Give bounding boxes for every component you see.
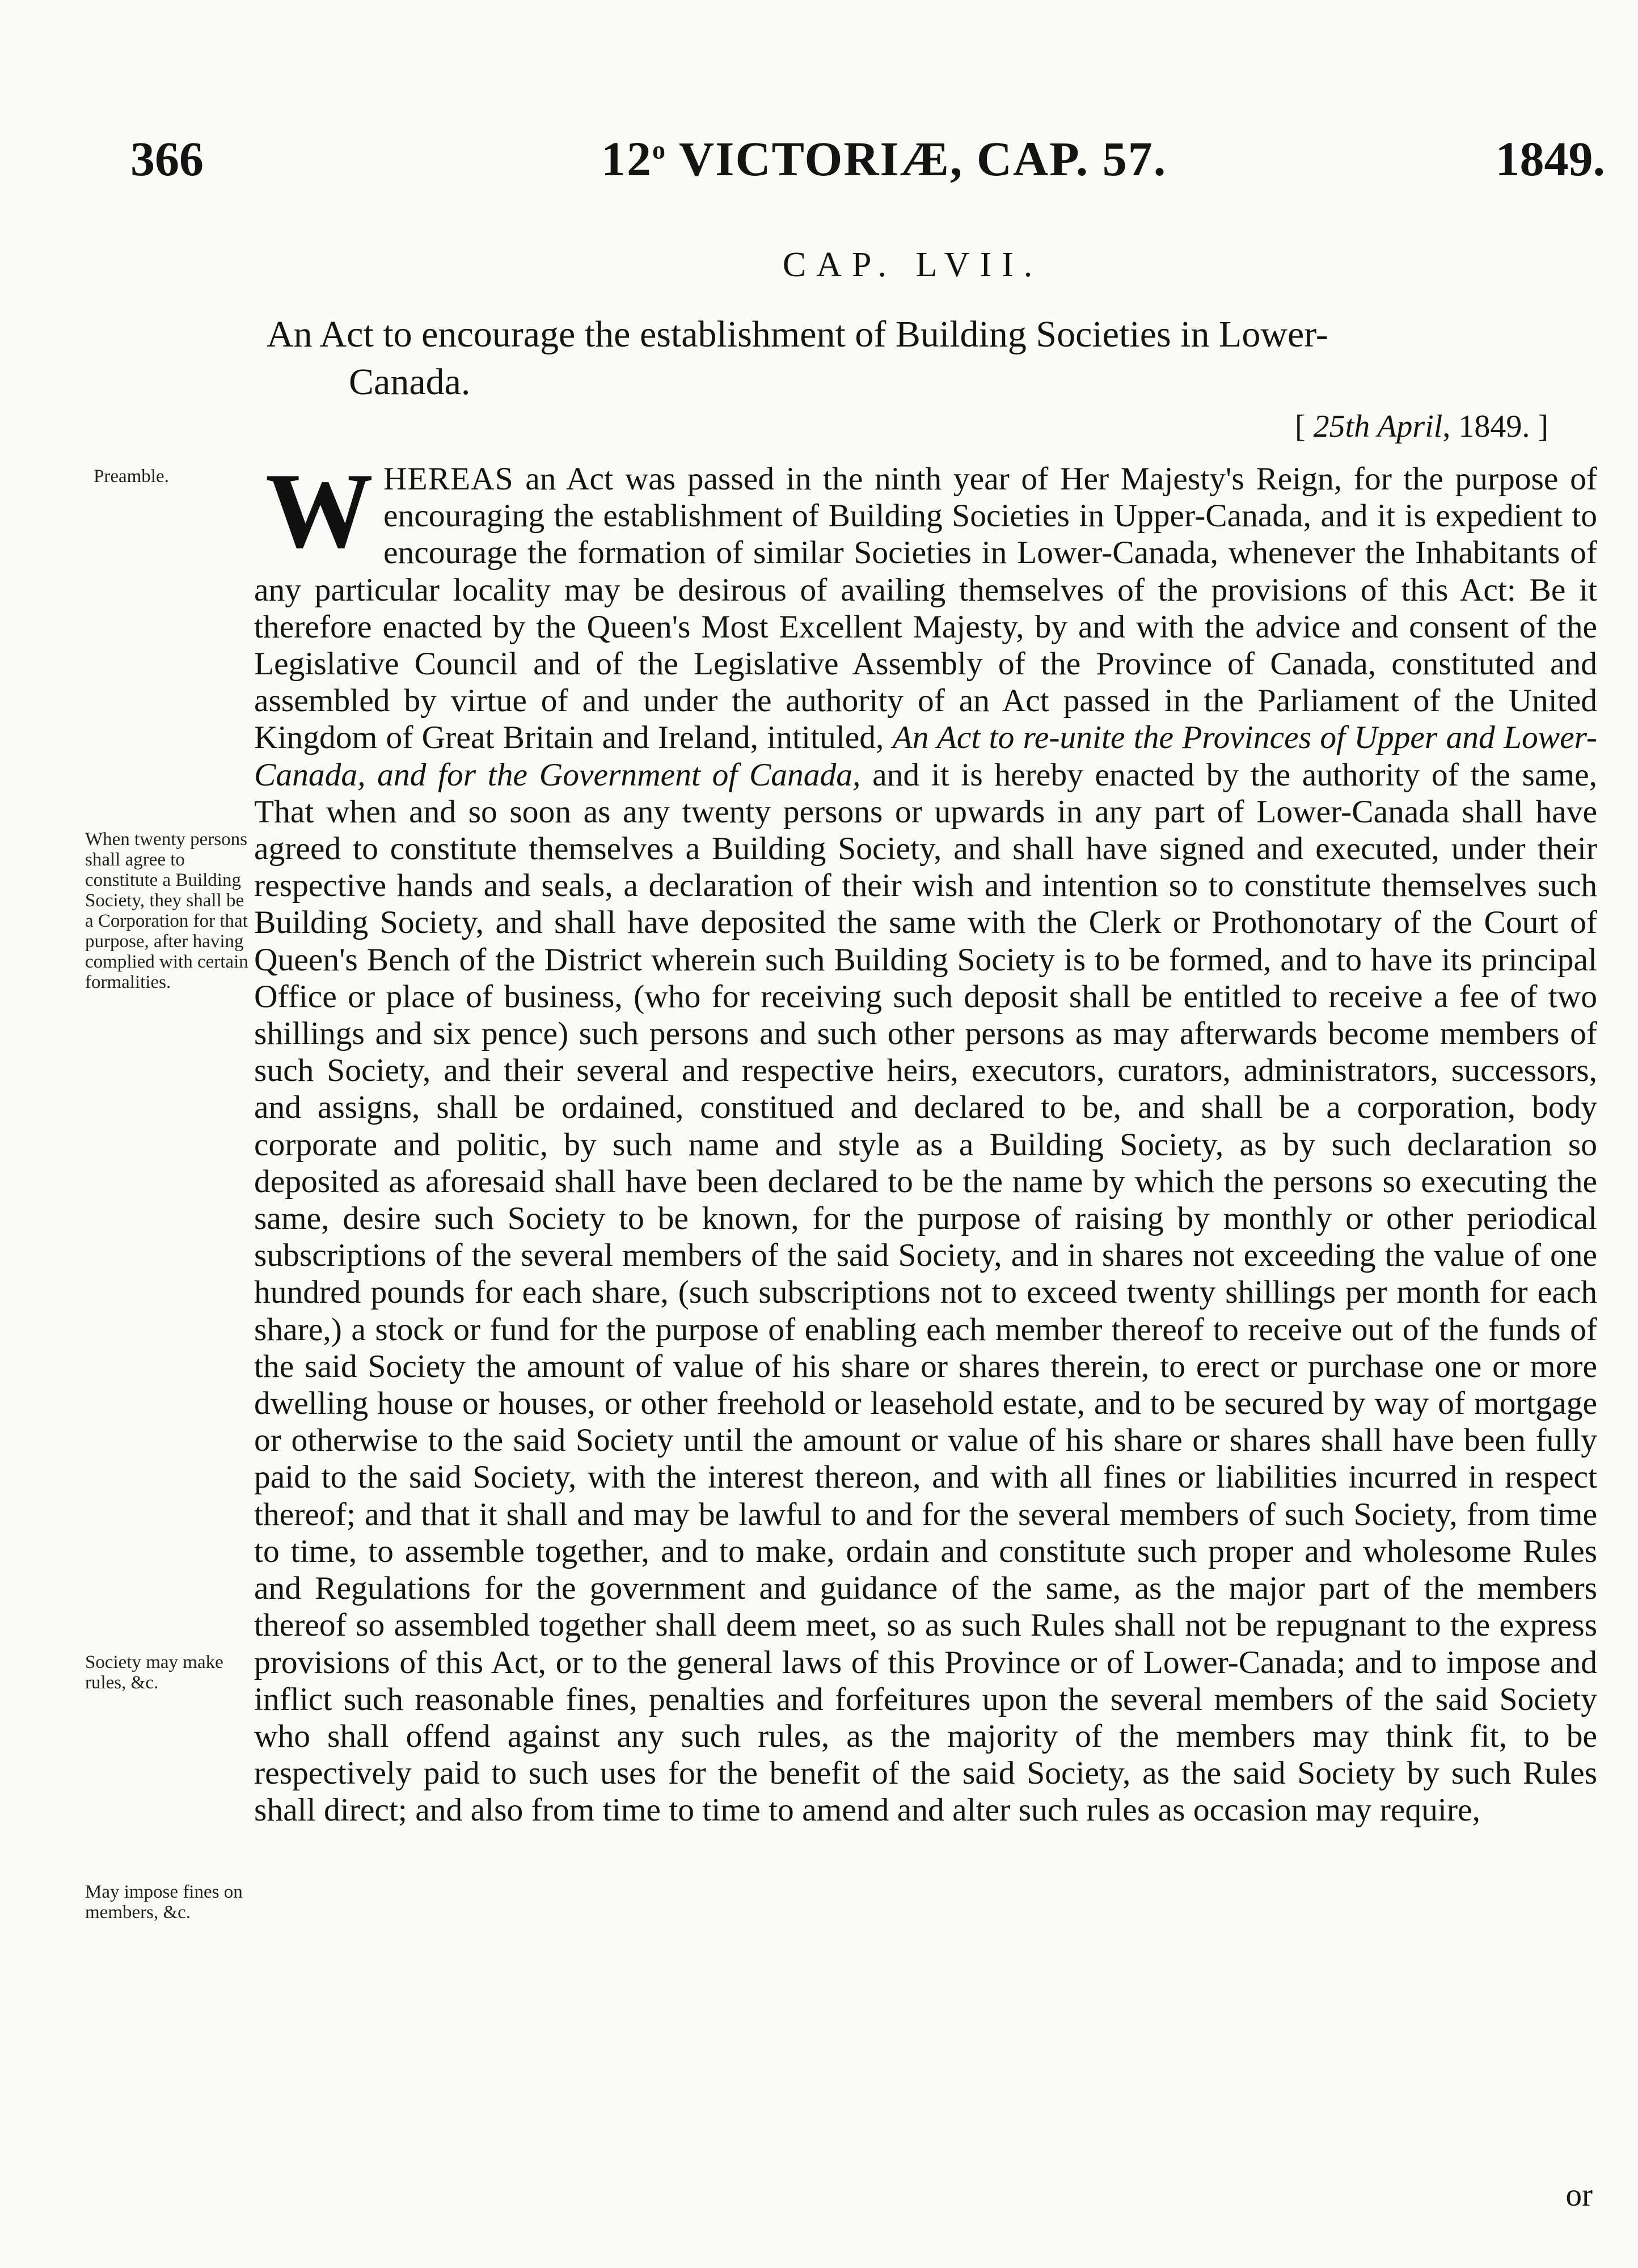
marginal-note-preamble: Preamble. bbox=[94, 466, 169, 487]
running-title bbox=[601, 130, 1167, 187]
marginal-note-fines: May impose fines on members, &c. bbox=[85, 1882, 243, 1923]
first-word: HEREAS bbox=[383, 461, 514, 497]
cited-act-title: An Act to re-unite the Provinces of Upper and Lower-Canada, and for the Government of Canada, bbox=[254, 720, 1597, 793]
marginal-note-incorporation: When twenty persons shall agree to constitute a Building Society, they shall be a Corporation for that purpose, after having complied with certain formalities. bbox=[85, 829, 248, 992]
page-number: 366 bbox=[130, 132, 204, 186]
regnal-year: 12 bbox=[601, 132, 652, 186]
chapter-heading: CAP. LVII. bbox=[782, 246, 1043, 284]
running-title-text: VICTORIÆ, CAP. 57. bbox=[666, 132, 1167, 186]
catchword: or bbox=[1565, 2177, 1593, 2213]
date-day: 25th April bbox=[1313, 409, 1443, 444]
ordinal-mark: o bbox=[652, 135, 666, 164]
assent-date bbox=[0, 408, 1548, 445]
date-bracket-open: [ bbox=[1295, 409, 1314, 444]
body-text-part-2: and it is hereby enacted by the authority of the same, That when and so soon as any twenty persons or upwards in any part of Lower-Canada shall have agreed to constitute themselves a Building Society, and shall have signed and executed, under their respective hands and seals, a declaration of their wish and intention so to constitute themselves such Building Society, and shall have deposited the same with the Clerk or Prothonotary of the Court of Queen's Bench of the District wherein such Building Society is to be formed, and to have its principal Office or place of business, (who for receiving such deposit shall be entitled to receive a fee of two shillings and six pence) such persons and such other persons as may afterwards become members of such Society, and their several and respective heirs, executors, curators, administrators, successors, and assigns, shall be ordained, constitued and declared to be, and shall be a corporation, body corporate and politic, by such name and style as a Building Society, as by such declaration so deposited as aforesaid shall have been declared to be the name by which the persons so executing the same, desire such Society to be known, for the purpose of raising by monthly or other periodical subscriptions of the several members of the said Society, and in shares not exceeding the value of one hundred pounds for each share, (such subscriptions not to exceed twenty shillings per month for each share,) a stock or fund for the purpose of enabling each member thereof to receive out of the funds of the said Society the amount of value of his share or shares therein, to erect or purchase one or more dwelling house or houses, or other freehold or leasehold estate, and to be secured by way of mortgage or otherwise to the said Society until the amount or value of his share or shares shall have been fully paid to the said Society, with the interest thereon, and with all fines or liabilities incurred in respect thereof; and that it shall and may be lawful to and for the several members of such Society, from time to time, to assemble together, and to make, ordain and constitute such proper and wholesome Rules and Regulations for the government and guidance of the same, as the major part of the members thereof so assembled together shall deem meet, so as such Rules shall not be repugnant to the express provisions of this Act, or to the general laws of this Province or of Lower-Canada; and to impose and inflict such reasonable fines, penalties and forfeitures upon the several members of the said Society who shall offend against any such rules, as the majority of the members may think fit, to be respectively paid to such uses for the benefit of the said Society, as the said Society by such Rules shall direct; and also from time to time to amend and alter such rules as occasion may require, bbox=[254, 757, 1597, 1828]
body-text-part-1: an Act was passed in the ninth year of Her Majesty's Reign, for the purpose of encouraging the establishment of Building Societies in Upper-Canada, and it is expedient to encourage the formation of similar Societies in Lower-Canada, whenever the Inhabitants of any particular locality may be desirous of availing themselves of the provisions of this Act: Be it therefore enacted by the Queen's Most Excellent Majesty, by and with the advice and consent of the Legislative Council and of the Legislative Assembly of the Province of Canada, constituted and assembled by virtue of and under the authority of an Act passed in the Parliament of the United Kingdom of Great Britain and Ireland, intituled, bbox=[254, 461, 1597, 756]
marginal-note-rules: Society may make rules, &c. bbox=[85, 1652, 223, 1693]
running-head bbox=[130, 130, 1605, 198]
date-year: , 1849. ] bbox=[1442, 409, 1548, 444]
act-long-title bbox=[267, 311, 1599, 406]
running-year: 1849. bbox=[1495, 132, 1605, 186]
drop-cap: W bbox=[265, 451, 373, 571]
act-body bbox=[254, 451, 1597, 1829]
long-title-line-2: Canada. bbox=[349, 361, 471, 403]
long-title-line-1: An Act to encourage the establishment of Building Societies in Lower- bbox=[267, 314, 1328, 355]
